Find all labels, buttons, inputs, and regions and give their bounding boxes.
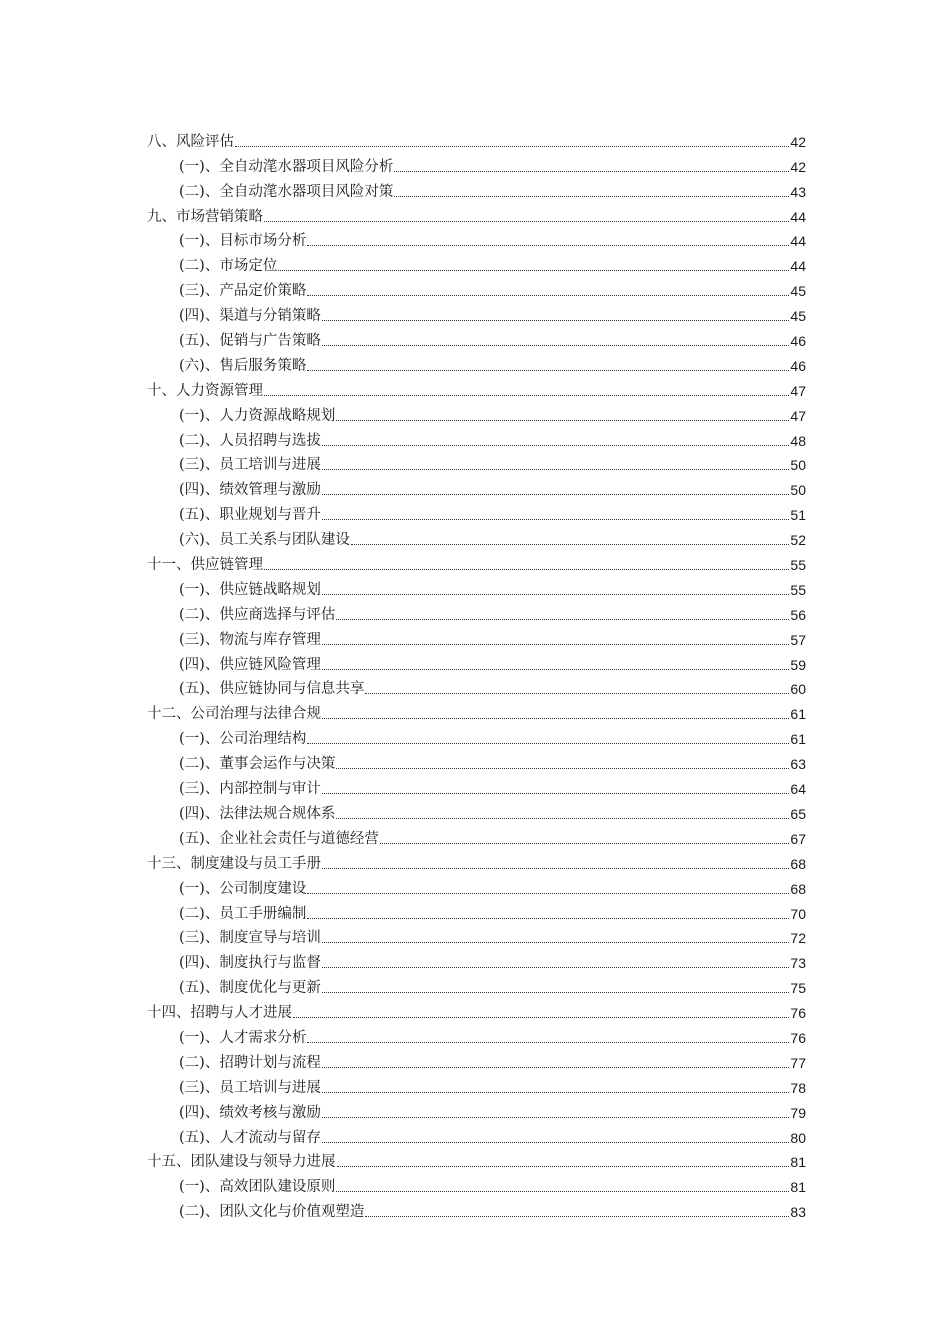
toc-entry-title: (五)、职业规划与晋升 — [179, 507, 321, 524]
toc-entry-page: 55 — [790, 557, 806, 574]
toc-entry-title: (四)、供应链风险管理 — [179, 656, 321, 673]
dot-leader — [322, 967, 790, 968]
dot-leader — [235, 146, 789, 147]
toc-section-entry[interactable] — [147, 674, 806, 699]
toc-entry-page: 77 — [790, 1054, 806, 1071]
toc-entry-page: 45 — [790, 283, 806, 300]
toc-entry-page: 68 — [790, 880, 806, 897]
toc-entry-page: 76 — [790, 1005, 806, 1022]
toc-section-entry[interactable] — [147, 1047, 806, 1072]
dot-leader — [307, 245, 789, 246]
toc-entry-title: (三)、内部控制与审计 — [179, 781, 321, 798]
dot-leader — [322, 669, 790, 670]
toc-entry-title: 十一、供应链管理 — [147, 557, 263, 574]
toc-entry-title: (一)、高效团队建设原则 — [179, 1179, 336, 1196]
dot-leader — [394, 196, 789, 197]
toc-chapter-entry[interactable] — [147, 126, 806, 151]
dot-leader — [307, 918, 789, 919]
toc-entry-title: (五)、供应链协同与信息共享 — [179, 681, 365, 698]
toc-entry-page: 59 — [790, 656, 806, 673]
toc-entry-title: (三)、员工培训与进展 — [179, 1079, 321, 1096]
table-of-contents — [147, 126, 806, 1221]
toc-entry-title: 十三、制度建设与员工手册 — [147, 855, 321, 872]
toc-entry-page: 45 — [790, 308, 806, 325]
toc-entry-page: 72 — [790, 930, 806, 947]
toc-entry-page: 47 — [790, 382, 806, 399]
toc-section-entry[interactable] — [147, 350, 806, 375]
dot-leader — [336, 768, 789, 769]
toc-entry-page: 42 — [790, 133, 806, 150]
dot-leader — [307, 370, 789, 371]
dot-leader — [293, 1017, 789, 1018]
dot-leader — [336, 1191, 789, 1192]
toc-chapter-entry[interactable] — [147, 997, 806, 1022]
dot-leader — [322, 1067, 790, 1068]
dot-leader — [322, 992, 790, 993]
toc-section-entry[interactable] — [147, 947, 806, 972]
dot-leader — [307, 893, 789, 894]
toc-entry-title: (二)、全自动滗水器项目风险对策 — [179, 183, 394, 200]
toc-section-entry[interactable] — [147, 1196, 806, 1221]
toc-entry-title: (四)、绩效考核与激励 — [179, 1104, 321, 1121]
toc-section-entry[interactable] — [147, 176, 806, 201]
toc-entry-page: 48 — [790, 432, 806, 449]
dot-leader — [307, 1042, 789, 1043]
toc-section-entry[interactable] — [147, 1122, 806, 1147]
dot-leader — [336, 420, 789, 421]
toc-entry-title: 十五、团队建设与领导力进展 — [147, 1154, 336, 1171]
toc-entry-page: 67 — [790, 830, 806, 847]
toc-section-entry[interactable] — [147, 151, 806, 176]
dot-leader — [322, 718, 789, 719]
toc-entry-title: (六)、员工关系与团队建设 — [179, 532, 350, 549]
toc-entry-title: (五)、促销与广告策略 — [179, 333, 321, 350]
toc-entry-title: (二)、市场定位 — [179, 258, 278, 275]
dot-leader — [264, 569, 789, 570]
dot-leader — [365, 693, 789, 694]
toc-entry-title: (三)、员工培训与进展 — [179, 457, 321, 474]
dot-leader — [322, 1092, 790, 1093]
toc-entry-page: 47 — [790, 407, 806, 424]
toc-entry-title: (一)、人力资源战略规划 — [179, 407, 336, 424]
dot-leader — [307, 295, 789, 296]
toc-section-entry[interactable] — [147, 250, 806, 275]
toc-entry-page: 64 — [790, 781, 806, 798]
toc-section-entry[interactable] — [147, 226, 806, 251]
toc-entry-title: 九、市场营销策略 — [147, 208, 263, 225]
toc-section-entry[interactable] — [147, 599, 806, 624]
dot-leader — [337, 1166, 790, 1167]
toc-entry-page: 68 — [790, 855, 806, 872]
toc-entry-page: 63 — [790, 756, 806, 773]
toc-entry-page: 61 — [790, 731, 806, 748]
dot-leader — [322, 445, 790, 446]
dot-leader — [322, 519, 790, 520]
toc-entry-page: 44 — [790, 208, 806, 225]
toc-entry-page: 55 — [790, 581, 806, 598]
toc-entry-page: 51 — [790, 507, 806, 524]
toc-entry-title: (二)、人员招聘与选拔 — [179, 432, 321, 449]
dot-leader — [365, 1216, 789, 1217]
toc-section-entry[interactable] — [147, 873, 806, 898]
toc-section-entry[interactable] — [147, 649, 806, 674]
toc-entry-page: 76 — [790, 1029, 806, 1046]
toc-entry-page: 73 — [790, 955, 806, 972]
toc-entry-title: (二)、员工手册编制 — [179, 905, 307, 922]
toc-entry-title: (五)、人才流动与留存 — [179, 1129, 321, 1146]
toc-section-entry[interactable] — [147, 400, 806, 425]
toc-entry-title: (四)、绩效管理与激励 — [179, 482, 321, 499]
dot-leader — [322, 942, 790, 943]
dot-leader — [322, 644, 790, 645]
toc-section-entry[interactable] — [147, 499, 806, 524]
toc-entry-page: 79 — [790, 1104, 806, 1121]
toc-chapter-entry[interactable] — [147, 201, 806, 226]
toc-entry-page: 80 — [790, 1129, 806, 1146]
toc-entry-title: (一)、公司治理结构 — [179, 731, 307, 748]
toc-section-entry[interactable] — [147, 1171, 806, 1196]
toc-chapter-entry[interactable] — [147, 698, 806, 723]
toc-section-entry[interactable] — [147, 898, 806, 923]
toc-section-entry[interactable] — [147, 748, 806, 773]
dot-leader — [380, 843, 790, 844]
dot-leader — [264, 395, 789, 396]
toc-entry-title: 十二、公司治理与法律合规 — [147, 706, 321, 723]
toc-entry-page: 44 — [790, 258, 806, 275]
toc-entry-page: 50 — [790, 482, 806, 499]
toc-entry-title: 十四、招聘与人才进展 — [147, 1005, 292, 1022]
toc-entry-title: (二)、董事会运作与决策 — [179, 756, 336, 773]
dot-leader — [336, 619, 789, 620]
toc-entry-page: 57 — [790, 631, 806, 648]
toc-section-entry[interactable] — [147, 923, 806, 948]
toc-section-entry[interactable] — [147, 524, 806, 549]
toc-entry-page: 43 — [790, 183, 806, 200]
dot-leader — [307, 743, 789, 744]
dot-leader — [322, 345, 790, 346]
dot-leader — [394, 171, 789, 172]
toc-entry-page: 81 — [790, 1154, 806, 1171]
toc-entry-title: (六)、售后服务策略 — [179, 357, 307, 374]
toc-entry-page: 46 — [790, 333, 806, 350]
toc-section-entry[interactable] — [147, 425, 806, 450]
dot-leader — [322, 594, 790, 595]
toc-entry-title: (二)、团队文化与价值观塑造 — [179, 1204, 365, 1221]
toc-section-entry[interactable] — [147, 574, 806, 599]
toc-entry-title: (一)、目标市场分析 — [179, 233, 307, 250]
toc-chapter-entry[interactable] — [147, 375, 806, 400]
toc-section-entry[interactable] — [147, 624, 806, 649]
toc-entry-page: 83 — [790, 1204, 806, 1221]
toc-chapter-entry[interactable] — [147, 848, 806, 873]
toc-entry-page: 61 — [790, 706, 806, 723]
toc-entry-title: (一)、供应链战略规划 — [179, 581, 321, 598]
toc-entry-title: (三)、制度宣导与培训 — [179, 930, 321, 947]
toc-entry-title: (四)、制度执行与监督 — [179, 955, 321, 972]
toc-entry-page: 42 — [790, 158, 806, 175]
toc-section-entry[interactable] — [147, 474, 806, 499]
toc-entry-page: 50 — [790, 457, 806, 474]
toc-entry-title: (一)、人才需求分析 — [179, 1029, 307, 1046]
toc-entry-page: 78 — [790, 1079, 806, 1096]
dot-leader — [322, 1117, 790, 1118]
toc-entry-title: (五)、企业社会责任与道德经营 — [179, 830, 379, 847]
toc-section-entry[interactable] — [147, 798, 806, 823]
toc-section-entry[interactable] — [147, 325, 806, 350]
toc-section-entry[interactable] — [147, 1072, 806, 1097]
toc-entry-title: (四)、法律法规合规体系 — [179, 805, 336, 822]
toc-entry-page: 60 — [790, 681, 806, 698]
dot-leader — [322, 320, 790, 321]
toc-chapter-entry[interactable] — [147, 1147, 806, 1172]
dot-leader — [264, 221, 789, 222]
toc-entry-title: (五)、制度优化与更新 — [179, 980, 321, 997]
toc-entry-title: 八、风险评估 — [147, 133, 234, 150]
toc-entry-page: 44 — [790, 233, 806, 250]
toc-section-entry[interactable] — [147, 275, 806, 300]
dot-leader — [351, 544, 790, 545]
toc-entry-title: (二)、供应商选择与评估 — [179, 606, 336, 623]
toc-section-entry[interactable] — [147, 773, 806, 798]
toc-entry-title: 十、人力资源管理 — [147, 382, 263, 399]
toc-section-entry[interactable] — [147, 300, 806, 325]
toc-chapter-entry[interactable] — [147, 549, 806, 574]
toc-entry-page: 65 — [790, 805, 806, 822]
toc-entry-title: (四)、渠道与分销策略 — [179, 308, 321, 325]
toc-section-entry[interactable] — [147, 723, 806, 748]
dot-leader — [322, 469, 790, 470]
dot-leader — [336, 818, 789, 819]
toc-entry-page: 52 — [790, 532, 806, 549]
toc-entry-page: 75 — [790, 980, 806, 997]
toc-section-entry[interactable] — [147, 450, 806, 475]
toc-entry-title: (三)、产品定价策略 — [179, 283, 307, 300]
toc-section-entry[interactable] — [147, 1097, 806, 1122]
toc-entry-title: (一)、全自动滗水器项目风险分析 — [179, 158, 394, 175]
toc-section-entry[interactable] — [147, 972, 806, 997]
toc-entry-page: 56 — [790, 606, 806, 623]
dot-leader — [322, 793, 790, 794]
toc-entry-page: 70 — [790, 905, 806, 922]
dot-leader — [322, 1142, 790, 1143]
dot-leader — [278, 270, 789, 271]
toc-section-entry[interactable] — [147, 823, 806, 848]
toc-entry-page: 81 — [790, 1179, 806, 1196]
toc-entry-title: (二)、招聘计划与流程 — [179, 1054, 321, 1071]
toc-entry-title: (三)、物流与库存管理 — [179, 631, 321, 648]
toc-section-entry[interactable] — [147, 1022, 806, 1047]
toc-entry-title: (一)、公司制度建设 — [179, 880, 307, 897]
dot-leader — [322, 494, 790, 495]
toc-entry-page: 46 — [790, 357, 806, 374]
dot-leader — [322, 868, 789, 869]
